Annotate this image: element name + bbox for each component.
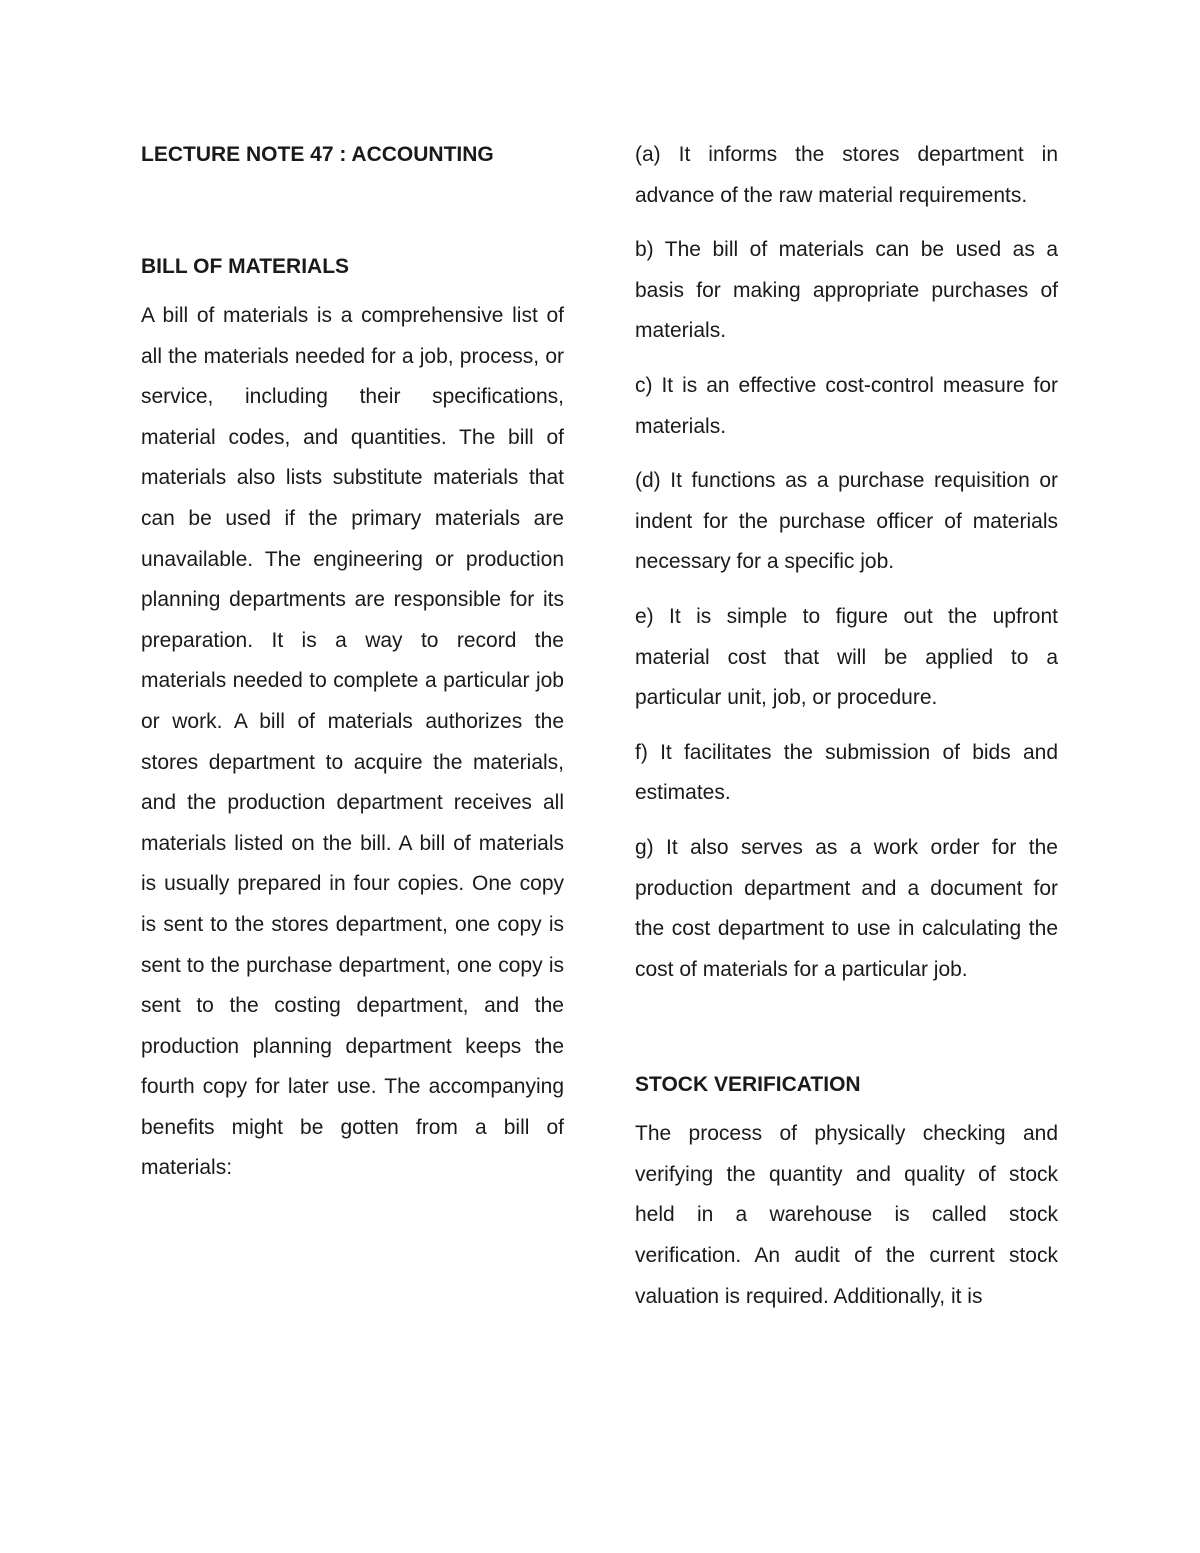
benefit-item-c: c) It is an effective cost-control measure for materials. xyxy=(635,373,1058,438)
benefit-item-a: (a) It informs the stores department in advance of the raw material requirements. xyxy=(635,143,1058,207)
stock-verification-paragraph: The process of physically checking and verifying the quantity and quality of stock held in a warehouse is called stock verification. An audit of the current stock valuation is required. Additionally, it is xyxy=(635,1122,1058,1308)
document-title: LECTURE NOTE 47 : ACCOUNTING xyxy=(141,143,494,166)
benefit-item-g: g) It also serves as a work order for the production department and a document for the cost department to use in calculating the cost of materials for a particular job. xyxy=(635,835,1058,981)
section-heading-bill-of-materials: BILL OF MATERIALS xyxy=(141,255,350,278)
benefit-item-e: e) It is simple to figure out the upfront material cost that will be applied to a particular unit, job, or procedure. xyxy=(635,604,1058,710)
benefit-item-b: b) The bill of materials can be used as a basis for making appropriate purchases of materials. xyxy=(635,238,1058,343)
section-heading-stock-verification: STOCK VERIFICATION xyxy=(635,1073,861,1097)
bill-of-materials-paragraph: A bill of materials is a comprehensive list of all the materials needed for a job, process, or service, including their specifications, material codes, and quantities. The bill of materials also lists substitute materials that can be used if the primary materials are unavailable. The engineering or production planning departments are responsible for its preparation. It is a way to record the materials needed to complete a particular job or work. A bill of materials authorizes the stores department to acquire the materials, and the production department receives all materials listed on the bill. A bill of materials is usually prepared in four copies. One copy is sent to the stores department, one copy is sent to the purchase department, one copy is sent to the costing department, and the production planning department keeps the fourth copy for later use. The accompanying benefits might be gotten from a bill of materials: xyxy=(141,304,564,1180)
right-column xyxy=(635,140,1058,1317)
benefit-item-d: (d) It functions as a purchase requisition or indent for the purchase officer of materials necessary for a specific job. xyxy=(635,469,1058,574)
left-column xyxy=(141,140,564,1189)
benefit-item-f: f) It facilitates the submission of bids and estimates. xyxy=(635,740,1058,805)
